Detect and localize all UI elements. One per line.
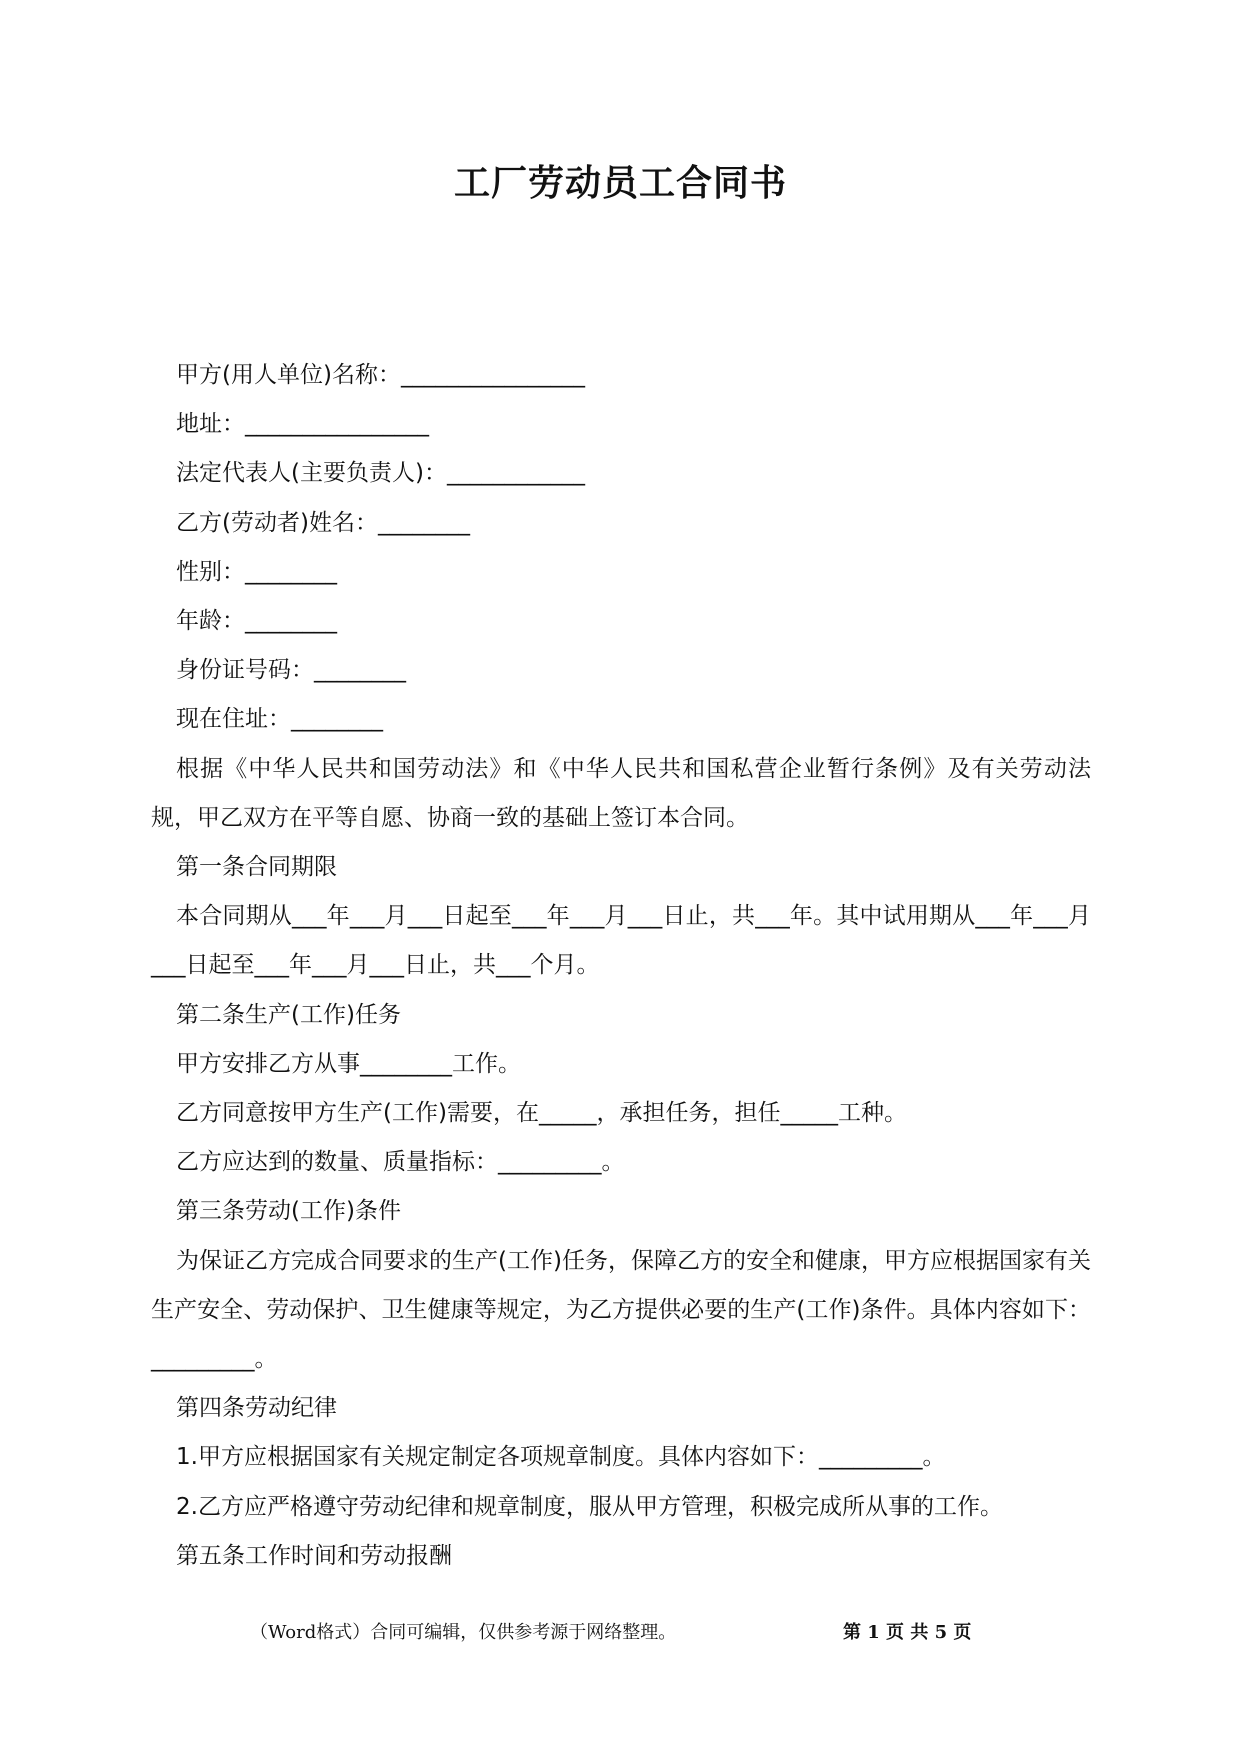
article-5-heading: 第五条工作时间和劳动报酬 — [176, 1542, 452, 1569]
article-2-line-2: 乙方同意按甲方生产(工作)需要，在_____，承担任务，担任_____工种。 — [176, 1100, 907, 1127]
gender-line: 性别：________ — [176, 558, 337, 585]
article-3-heading: 第三条劳动(工作)条件 — [176, 1198, 401, 1225]
preamble-paragraph: 根据《中华人民共和国劳动法》和《中华人民共和国私营企业暂行条例》及有关劳动法规，甲乙双方在平等自愿、协商一致的基础上签订本合同。 — [151, 755, 1091, 831]
article-2-line-3: 乙方应达到的数量、质量指标：_________。 — [176, 1149, 625, 1176]
article-2-heading: 第二条生产(工作)任务 — [176, 1001, 401, 1028]
contract-body — [151, 351, 1091, 1581]
current-address-line: 现在住址：________ — [176, 706, 383, 733]
article-2-line-1: 甲方安排乙方从事________工作。 — [176, 1050, 521, 1077]
address-line: 地址：________________ — [176, 411, 429, 438]
article-3-paragraph: 为保证乙方完成合同要求的生产(工作)任务，保障乙方的安全和健康，甲方应根据国家有关生产安全、劳动保护、卫生健康等规定，为乙方提供必要的生产(工作)条件。具体内容如下：_________。 — [151, 1247, 1091, 1373]
article-4-heading: 第四条劳动纪律 — [176, 1395, 337, 1422]
page-number: 第 1 页 共 5 页 — [843, 1622, 972, 1643]
id-number-line: 身份证号码：________ — [176, 657, 406, 684]
document-title: 工厂劳动员工合同书 — [453, 163, 787, 204]
legal-representative-line: 法定代表人(主要负责人)：____________ — [176, 460, 585, 487]
party-a-name-line: 甲方(用人单位)名称：________________ — [176, 362, 585, 388]
party-b-name-line: 乙方(劳动者)姓名：________ — [176, 509, 470, 536]
age-line: 年龄：________ — [176, 608, 337, 635]
article-1-paragraph: 本合同期从___年___月___日起至___年___月___日止，共___年。其中试用期从___年___月___日起至___年___月___日止，共___个月。 — [151, 903, 1091, 979]
footer-note: （Word格式）合同可编辑，仅供参考源于网络整理。 — [250, 1622, 677, 1643]
article-4-item-2: 2.乙方应严格遵守劳动纪律和规章制度，服从甲方管理，积极完成所从事的工作。 — [176, 1493, 1003, 1520]
article-1-heading: 第一条合同期限 — [176, 854, 337, 881]
article-4-item-1: 1.甲方应根据国家有关规定制定各项规章制度。具体内容如下：_________。 — [176, 1444, 946, 1471]
